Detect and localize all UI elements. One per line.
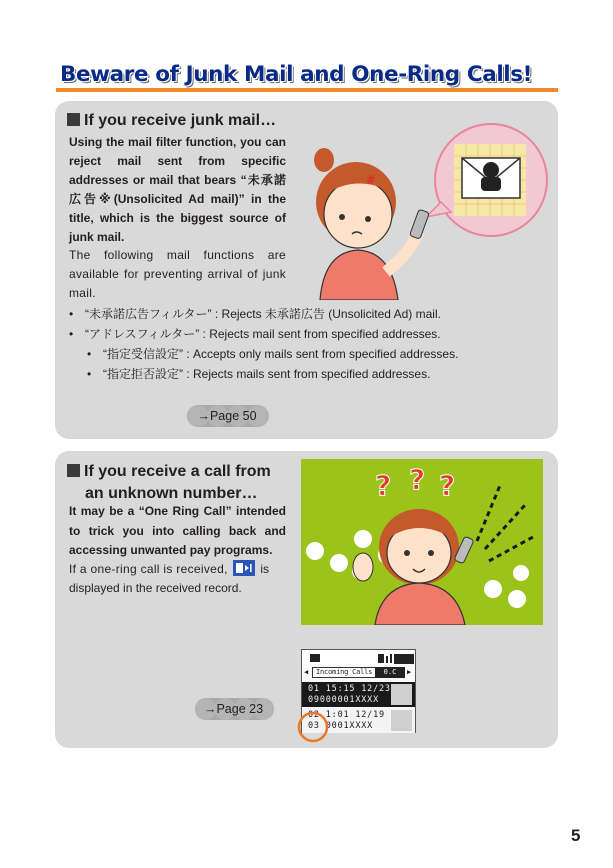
- one-ring-paragraph: [69, 560, 286, 598]
- svg-text:?: ?: [439, 469, 456, 502]
- page-23-label: →Page 23: [203, 702, 264, 716]
- page-title: [56, 60, 558, 96]
- page-number: 5: [571, 826, 581, 845]
- junk-mail-bold-paragraph: Using the mail filter function, you can reject mail sent from specific addresses or mail that bears “未承諾広告※(Unsolicited Ad mail)” in the title, which is the biggest source of junk mail.: [69, 135, 286, 244]
- tab-left-arrow-icon[interactable]: ◀: [304, 668, 309, 676]
- call-record-row[interactable]: [302, 682, 415, 707]
- girl-junk-mail-illustration: [296, 122, 558, 300]
- junk-mail-heading-text: If you receive junk mail…: [84, 112, 277, 129]
- one-ring-paragraph-part2: is displayed in the received record.: [69, 562, 270, 595]
- one-ring-paragraph-part1: If a one-ring call is received,: [69, 562, 228, 576]
- caller-avatar: [391, 684, 412, 705]
- one-ring-bold-paragraph: It may be a “One Ring Call” intended to trick you into calling back and accessing unwanted pay programs.: [69, 504, 286, 557]
- caller-avatar: [391, 710, 412, 731]
- title-underline: [56, 88, 558, 92]
- tab-right-arrow-icon[interactable]: ▶: [407, 668, 412, 676]
- junk-mail-paragraph: The following mail functions are available for preventing arrival of junk mail.: [69, 248, 286, 300]
- highlight-circle: [296, 710, 330, 744]
- page-50-label: →Page 50: [197, 409, 257, 423]
- svg-text:?: ?: [409, 463, 426, 496]
- tab-right-label[interactable]: 0.C: [375, 667, 405, 678]
- heading-square-icon: [67, 464, 80, 477]
- svg-text:#: #: [366, 173, 377, 187]
- list-item: • “指定受信設定” : Accepts only mails sent from specified addresses.: [69, 344, 458, 364]
- junk-mail-heading: [67, 110, 276, 131]
- mail-filter-list: [69, 304, 458, 384]
- list-item: • “指定拒否設定” : Rejects mails sent from specified addresses.: [69, 364, 458, 384]
- heading-square-icon: [67, 113, 80, 126]
- girl-phone-call-illustration: [301, 459, 543, 625]
- call-number: 09000001XXXX: [308, 695, 380, 705]
- one-ring-call-icon: [233, 560, 255, 576]
- unknown-number-heading-line1: If you receive a call from: [84, 463, 271, 480]
- svg-text:?: ?: [375, 469, 392, 502]
- page-50-link[interactable]: [187, 405, 267, 427]
- call-time: 02 1:01 12/19: [308, 710, 385, 720]
- screen-tab-row: [302, 667, 415, 679]
- screen-status-bar: [302, 650, 415, 664]
- call-number: 03 0001XXXX: [308, 721, 374, 731]
- title-text: Beware of Junk Mail and One-Ring Calls!: [60, 62, 533, 87]
- unknown-number-heading: [67, 461, 271, 482]
- list-item: • “未承諾広告フィルター” : Rejects 未承諾広告 (Unsolicited Ad) mail.: [69, 304, 458, 324]
- page-23-link[interactable]: [195, 698, 272, 720]
- status-icons: [302, 651, 415, 665]
- call-time: 01 15:15 12/23: [308, 684, 391, 694]
- unknown-number-heading-line2: an unknown number…: [85, 485, 258, 502]
- incoming-calls-tab[interactable]: Incoming Calls: [312, 667, 376, 678]
- list-item: • “アドレスフィルター” : Rejects mail sent from specified addresses.: [69, 324, 458, 344]
